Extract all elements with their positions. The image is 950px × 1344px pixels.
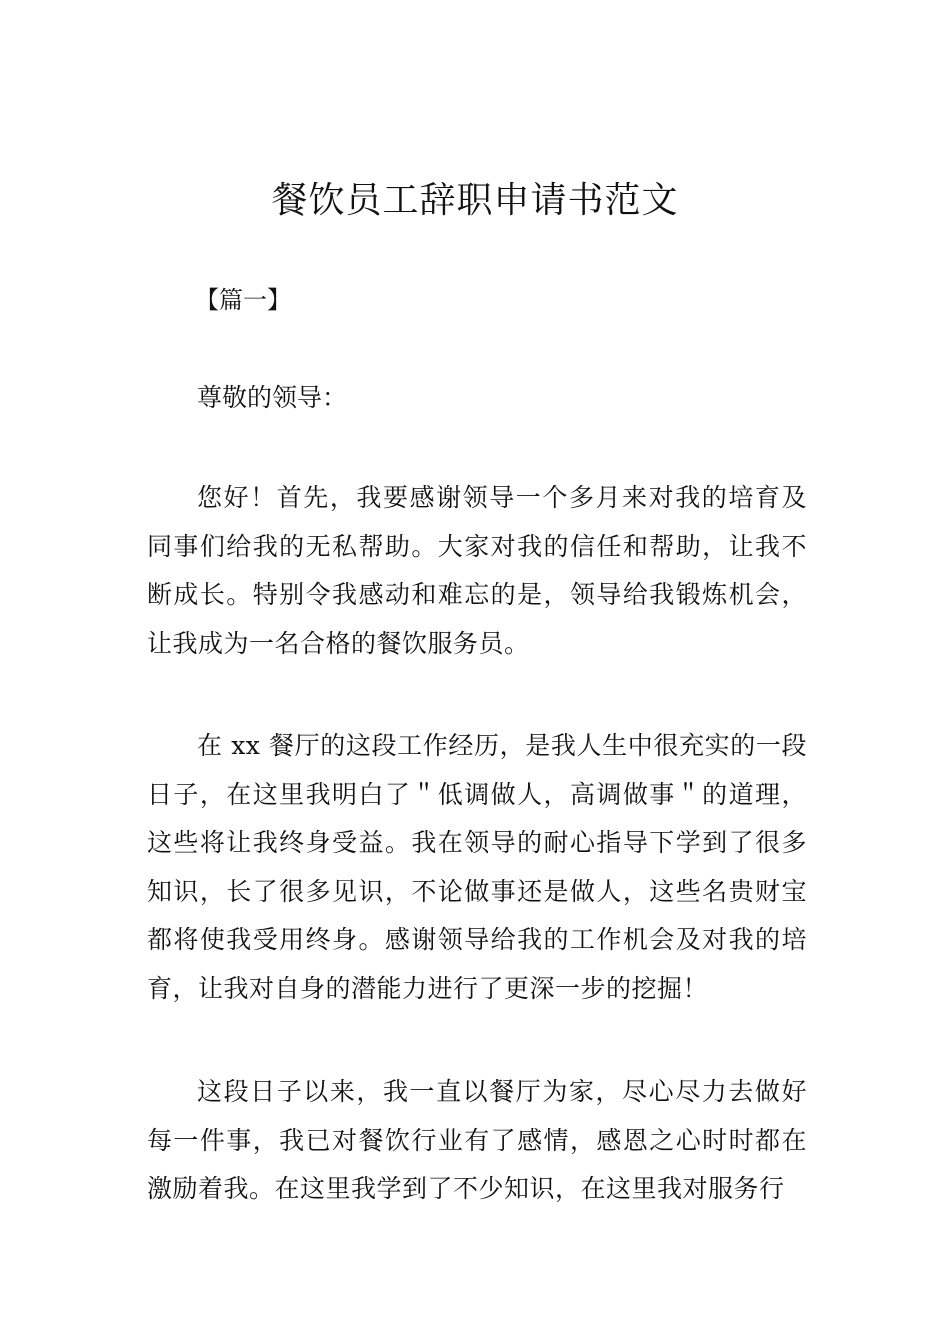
body-paragraph: 在 xx 餐厅的这段工作经历，是我人生中很充实的一段日子，在这里我明白了＂低调做人，高调做事＂的道理，这些将让我终身受益。我在领导的耐心指导下学到了很多知识，长了很多见识，不论做事还是做人，这些名贵财宝都将使我受用终身。感谢领导给我的工作机会及对我的培育，让我对自身的潜能力进行了更深一步的挖掘！ <box>147 731 807 1003</box>
section-label: 【篇一】 <box>195 286 291 314</box>
salutation: 尊敬的领导： <box>197 383 348 412</box>
body-paragraph: 您好！首先，我要感谢领导一个多月来对我的培育及同事们给我的无私帮助。大家对我的信任和帮助，让我不断成长。特别令我感动和难忘的是，领导给我锻炼机会，让我成为一名合格的餐饮服务员。 <box>147 483 807 658</box>
body-paragraph: 这段日子以来，我一直以餐厅为家，尽心尽力去做好每一件事，我已对餐饮行业有了感情，感恩之心时时都在激励着我。在这里我学到了不少知识，在这里我对服务行 <box>147 1077 807 1203</box>
document-title: 餐饮员工辞职申请书范文 <box>271 180 679 221</box>
